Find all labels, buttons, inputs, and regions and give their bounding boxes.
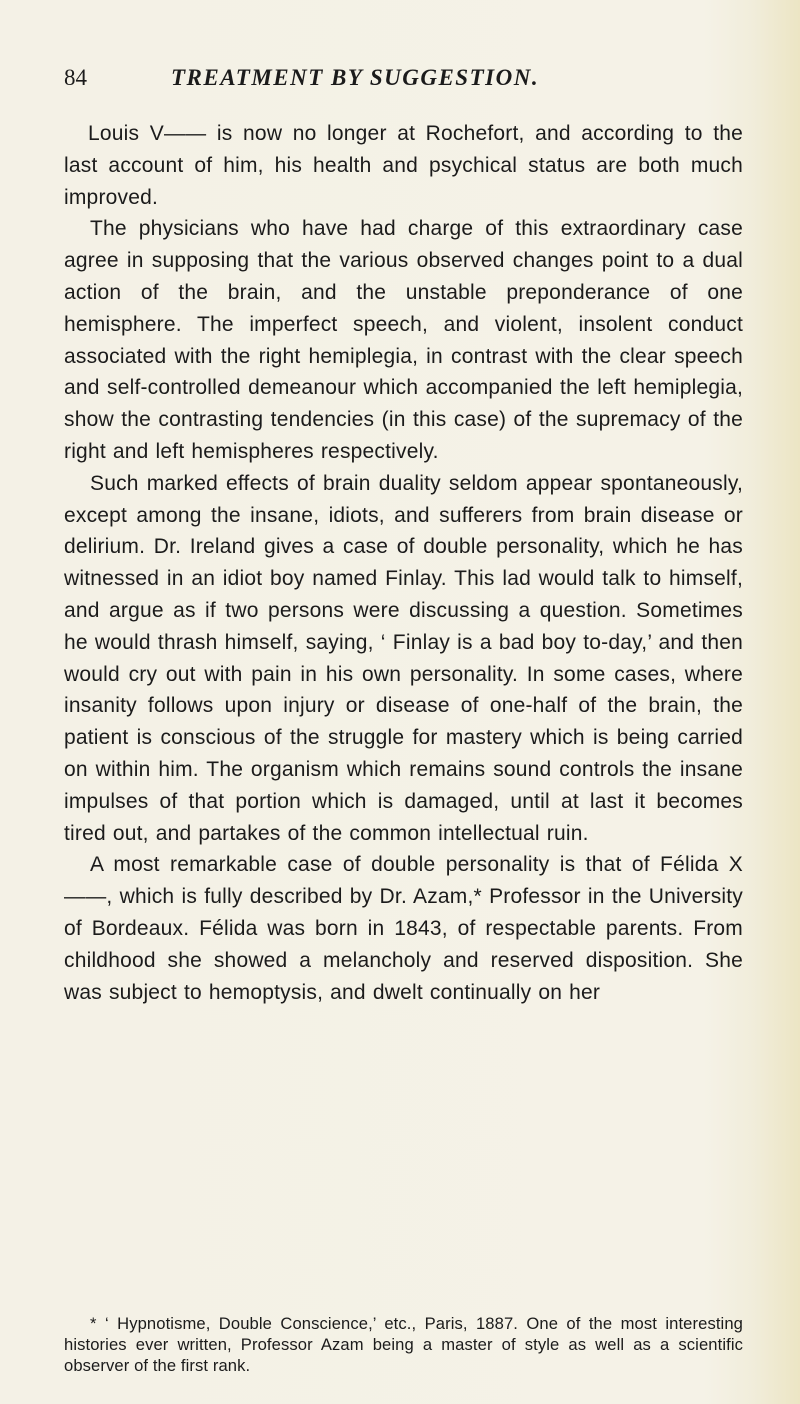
running-head: TREATMENT BY SUGGESTION. <box>171 65 540 90</box>
footnote: * ‘ Hypnotisme, Double Conscience,’ etc., Paris, 1887. One of the most interesting histories ever written, Professor Azam being a master of style as well as a scientific observer of the first rank. <box>64 1314 743 1375</box>
page-header <box>64 64 744 94</box>
paragraph-louis-v: Louis V—— is now no longer at Rochefort, and according to the last account of him, his health and psychical status are both much improved. <box>64 122 743 209</box>
paragraph-physicians: The physicians who have had charge of this extraordinary case agree in supposing that the various observed changes point to a dual action of the brain, and the unstable preponderance of one hemisphere. The imperfect speech, and violent, insolent conduct associated with the right hemiplegia, in contrast with the clear speech and self-controlled demeanour which accompanied the left hemiplegia, show the contrasting tendencies (in this case) of the supremacy of the right and left hemispheres respectively. <box>64 217 743 463</box>
paragraph-brain-duality: Such marked effects of brain duality seldom appear spontaneously, except among the insane, idiots, and sufferers from brain disease or delirium. Dr. Ireland gives a case of double personality, which he has witnessed in an idiot boy named Finlay. This lad would talk to himself, and argue as if two persons were discussing a question. Sometimes he would thrash himself, saying, ‘ Finlay is a bad boy to-day,’ and then would cry out with pain in his own personality. In some cases, where insanity follows upon injury or disease of one-half of the brain, the patient is conscious of the struggle for mastery which is being carried on within him. The organism which remains sound controls the insane impulses of that portion which is damaged, until at last it becomes tired out, and partakes of the common intellectual ruin. <box>64 471 743 845</box>
paragraph-felida: A most remarkable case of double personality is that of Félida X——, which is fully described by Dr. Azam,* Professor in the University of Bordeaux. Félida was born in 1843, of respectable parents. From childhood she showed a melancholy and reserved disposition. She was subject to hemoptysis, and dwelt continually on her <box>64 853 743 1004</box>
body-text <box>64 118 743 1008</box>
page-number: 84 <box>64 65 87 90</box>
